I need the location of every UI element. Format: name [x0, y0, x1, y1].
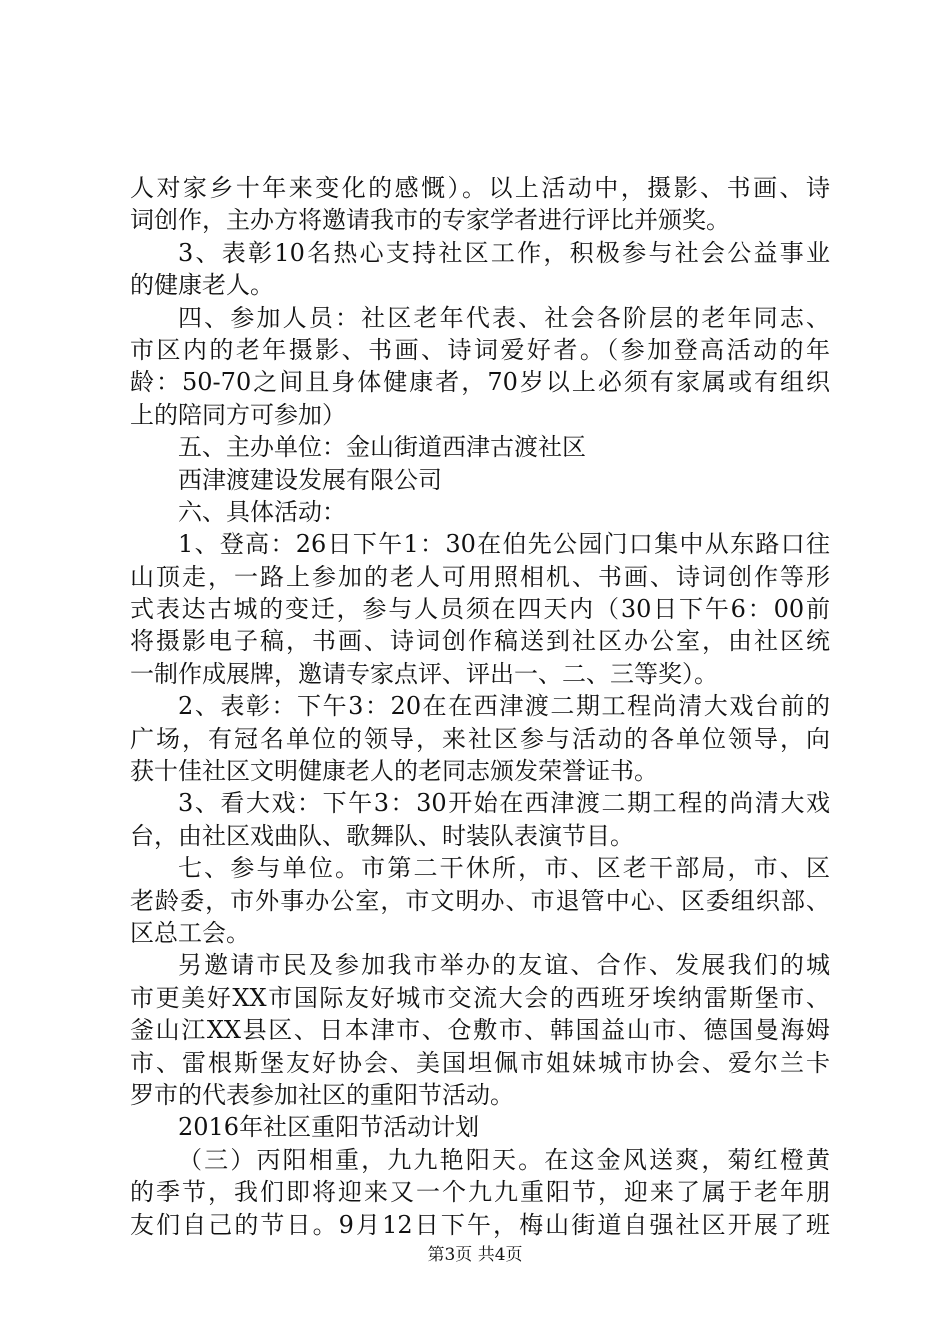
text-line: 1、登高：26日下午1：30在伯先公园门口集中从东路口往	[178, 530, 830, 559]
text-line: 2016年社区重阳节活动计划	[178, 1113, 480, 1142]
text-line: 西津渡建设发展有限公司	[178, 465, 442, 494]
text-line: 罗市的代表参加社区的重阳节活动。	[130, 1080, 514, 1109]
text-line: 人对家乡十年来变化的感慨）。以上活动中，摄影、书画、诗	[130, 174, 830, 202]
text-line: 区总工会。	[130, 918, 250, 947]
text-line: 另邀请市民及参加我市举办的友谊、合作、发展我们的城	[178, 951, 830, 980]
text-line: 式表达古城的变迁，参与人员须在四天内（30日下午6：00前	[130, 595, 830, 624]
text-line: 获十佳社区文明健康老人的老同志颁发荣誉证书。	[130, 757, 658, 786]
text-line: 的健康老人。	[130, 271, 274, 300]
text-line: 2、表彰：下午3：20在在西津渡二期工程尚清大戏台前的	[178, 692, 830, 721]
page-footer: 第3页 共4页	[427, 1245, 523, 1265]
text-line: 龄：50-70之间且身体健康者，70岁以上必须有家属或有组织	[130, 368, 830, 397]
text-line: 七、参与单位。市第二干休所，市、区老干部局，市、区	[178, 854, 830, 883]
text-line: 词创作，主办方将邀请我市的专家学者进行评比并颁奖。	[130, 206, 730, 235]
document-body	[130, 172, 830, 1241]
text-line: 市区内的老年摄影、书画、诗词爱好者。（参加登高活动的年	[130, 335, 830, 364]
text-line: （三）丙阳相重，九九艳阳天。在这金风送爽，菊红橙黄	[178, 1145, 830, 1174]
text-line: 六、具体活动：	[178, 497, 346, 526]
text-line: 市更美好XX市国际友好城市交流大会的西班牙埃纳雷斯堡市、	[130, 983, 830, 1012]
text-line: 四、参加人员：社区老年代表、社会各阶层的老年同志、	[178, 303, 830, 332]
text-line: 友们自己的节日。9月12日下午，梅山街道自强社区开展了班	[130, 1210, 830, 1239]
text-line: 釜山江XX县区、日本津市、仓敷市、韩国益山市、德国曼海姆	[130, 1016, 830, 1045]
text-line: 台，由社区戏曲队、歌舞队、时装队表演节目。	[130, 821, 634, 850]
text-line: 3、看大戏：下午3：30开始在西津渡二期工程的尚清大戏	[178, 789, 830, 818]
text-line: 山顶走，一路上参加的老人可用照相机、书画、诗词创作等形	[130, 562, 830, 591]
text-line: 的季节，我们即将迎来又一个九九重阳节，迎来了属于老年朋	[130, 1178, 830, 1207]
text-line: 广场，有冠名单位的领导，来社区参与活动的各单位领导，向	[130, 724, 830, 753]
text-line: 3、表彰10名热心支持社区工作，积极参与社会公益事业	[178, 238, 830, 267]
text-line: 市、雷根斯堡友好协会、美国坦佩市姐妹城市协会、爱尔兰卡	[130, 1048, 830, 1077]
text-line: 老龄委，市外事办公室，市文明办、市退管中心、区委组织部、	[130, 886, 830, 915]
text-line: 将摄影电子稿，书画、诗词创作稿送到社区办公室，由社区统	[130, 627, 830, 656]
text-line: 上的陪同方可参加）	[130, 400, 346, 429]
text-line: 一制作成展牌，邀请专家点评、评出一、二、三等奖）。	[130, 659, 718, 688]
text-line: 五、主办单位：金山街道西津古渡社区	[178, 433, 586, 462]
